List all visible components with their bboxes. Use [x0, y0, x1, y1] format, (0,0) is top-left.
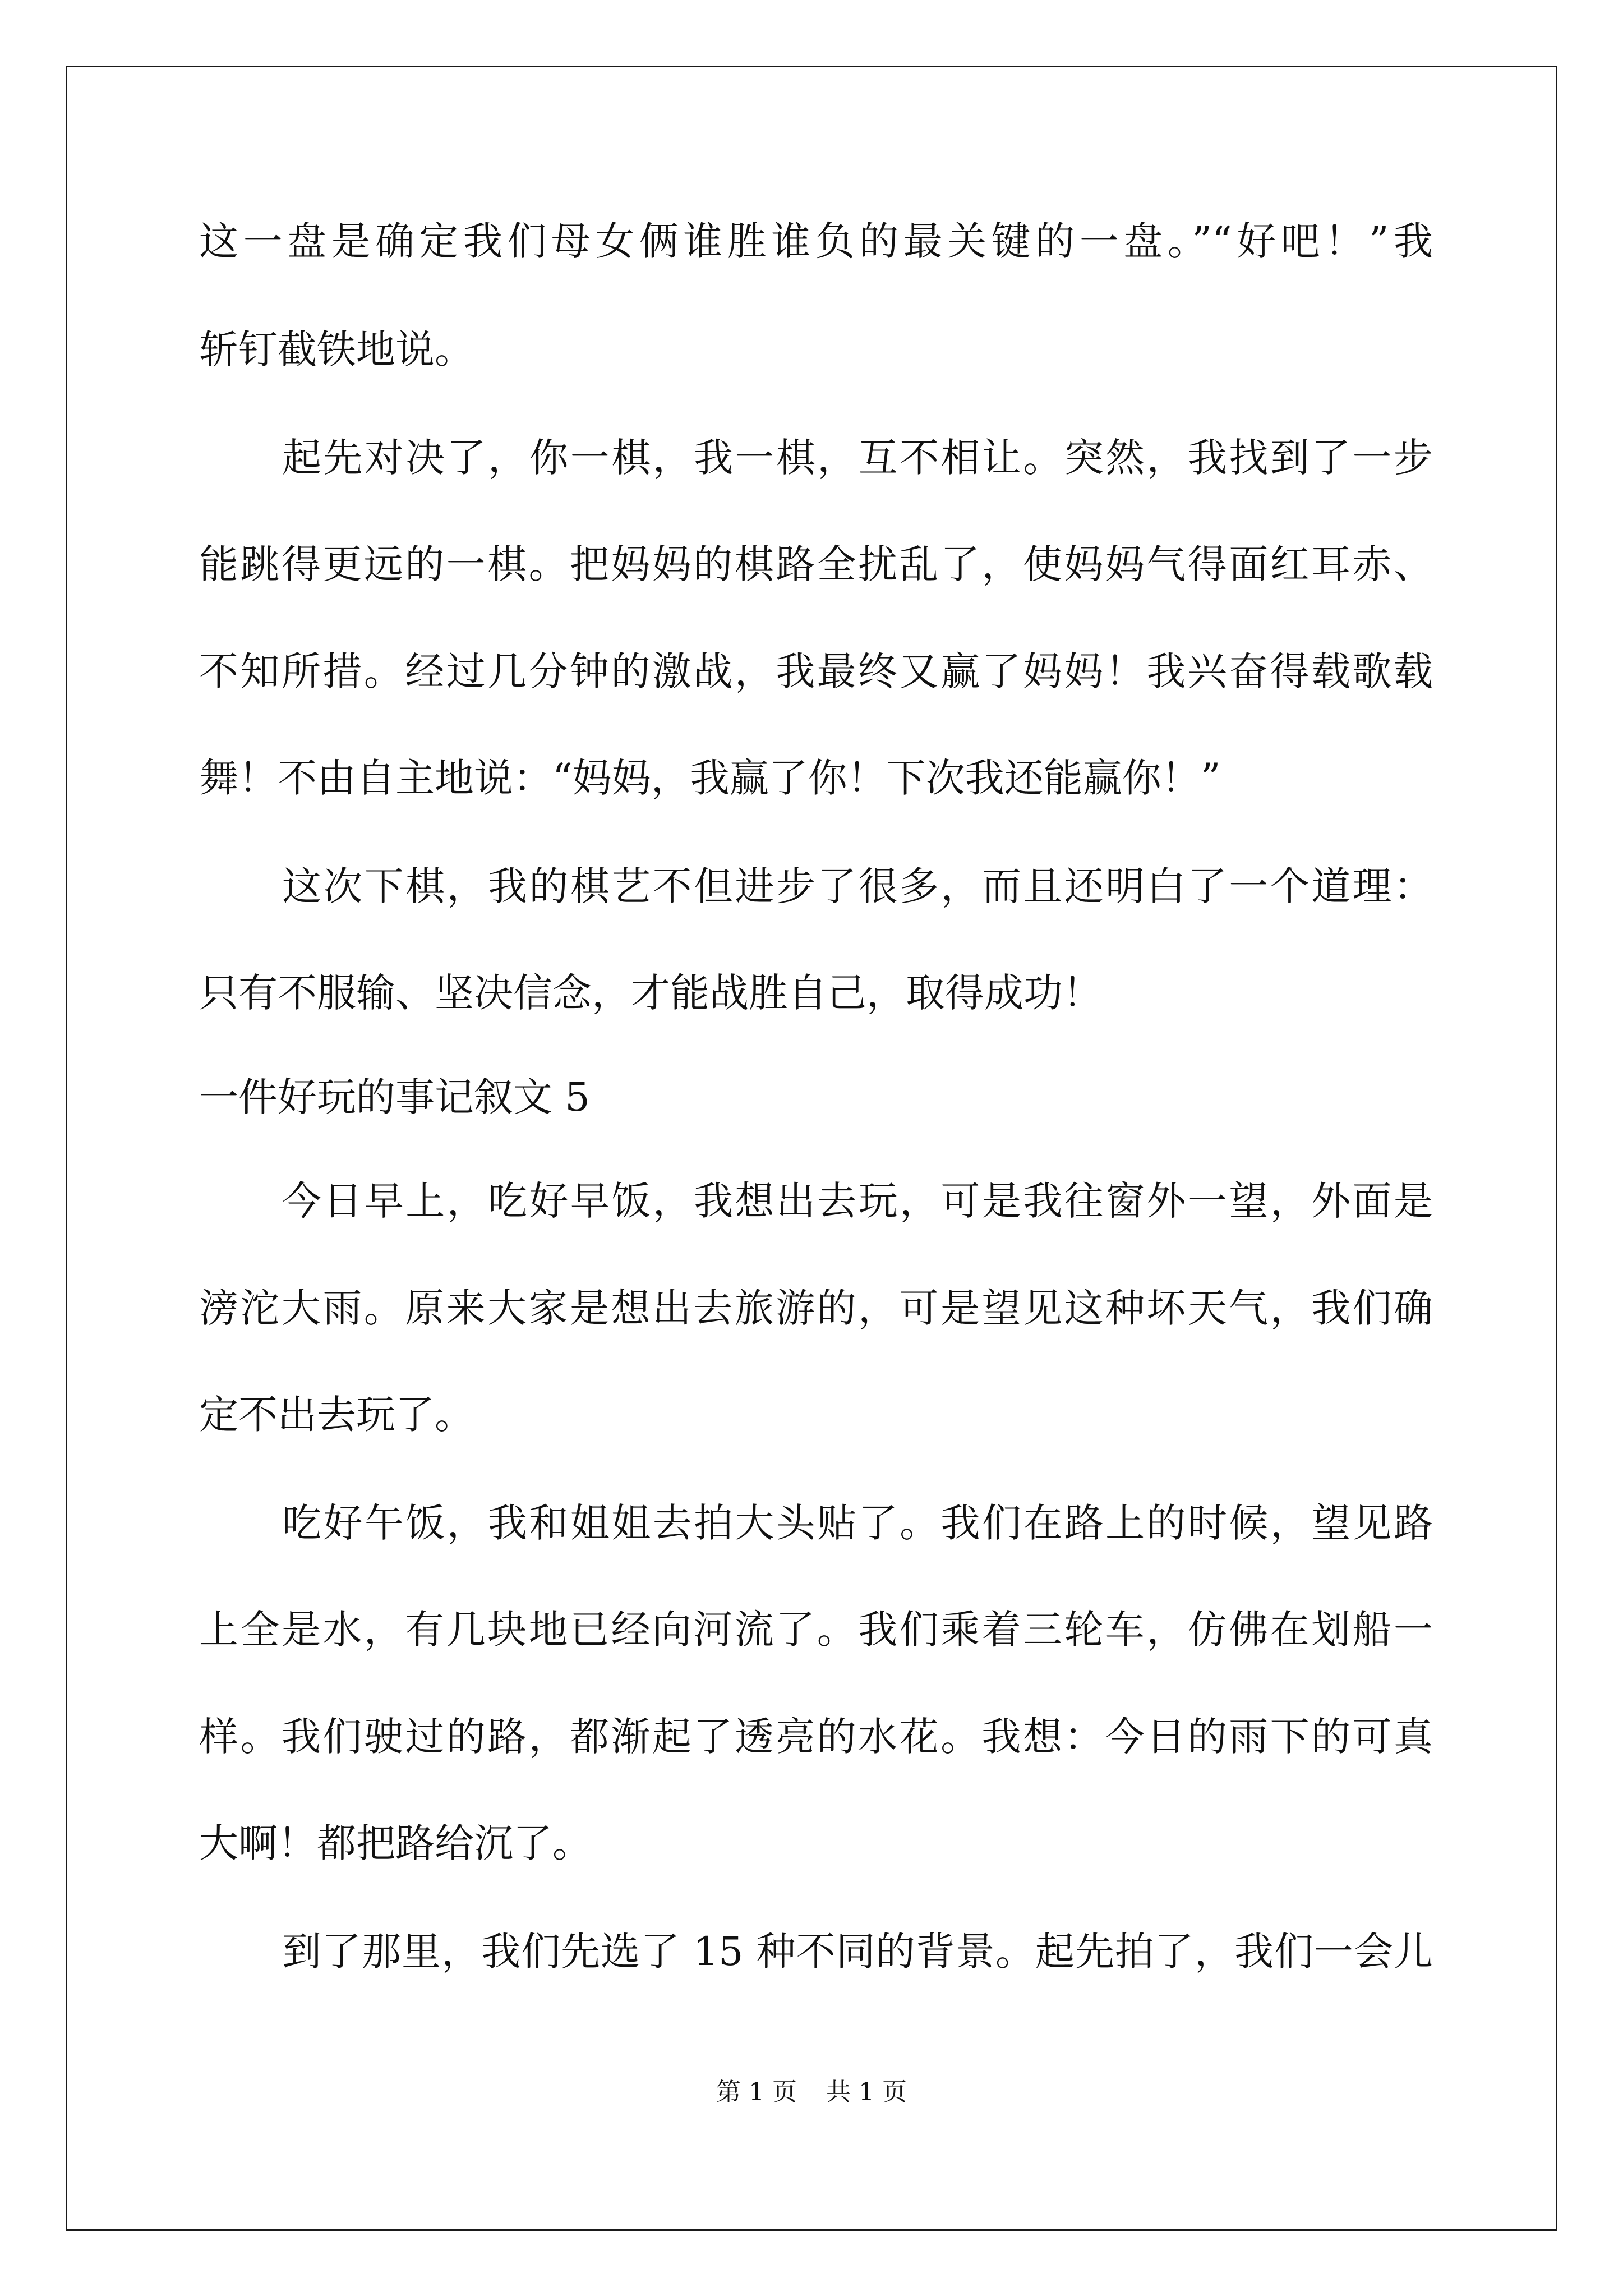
- text-line: 定不出去玩了。: [199, 1392, 474, 1438]
- text-line: 滂沱大雨。原来大家是想出去旅游的，可是望见这种坏天气，我们确: [199, 1285, 1433, 1331]
- text-line: 上全是水，有几块地已经向河流了。我们乘着三轮车，仿佛在划船一: [199, 1607, 1433, 1653]
- text-line: 这一盘是确定我们母女俩谁胜谁负的最关键的一盘。”“好吧！”我: [199, 218, 1433, 264]
- text-line: 大啊！都把路给沉了。: [199, 1820, 592, 1866]
- page-number: 第 1 页: [716, 2078, 797, 2106]
- text-line: 这次下棋，我的棋艺不但进步了很多，而且还明白了一个道理：: [282, 863, 1433, 909]
- text-line: 今日早上，吃好早饭，我想出去玩，可是我往窗外一望，外面是: [282, 1178, 1433, 1224]
- text-line: 样。我们驶过的路，都渐起了透亮的水花。我想：今日的雨下的可真: [199, 1714, 1433, 1760]
- text-line: 不知所措。经过几分钟的激战，我最终又赢了妈妈！我兴奋得载歌载: [199, 648, 1433, 694]
- page-total: 共 1 页: [826, 2078, 907, 2106]
- text-line: 斩钉截铁地说。: [199, 326, 474, 372]
- page-footer: [0, 2076, 1623, 2109]
- text-line: 到了那里，我们先选了 15 种不同的背景。起先拍了，我们一会儿: [282, 1929, 1433, 1975]
- section-heading: 一件好玩的事记叙文 5: [199, 1074, 590, 1120]
- text-line: 只有不服输、坚决信念，才能战胜自己，取得成功！: [199, 970, 1102, 1016]
- text-line: 舞！不由自主地说：“妈妈，我赢了你！下次我还能赢你！”: [199, 755, 1221, 801]
- text-line: 吃好午饭，我和姐姐去拍大头贴了。我们在路上的时候，望见路: [282, 1500, 1433, 1546]
- page-border: [66, 66, 1557, 2231]
- text-line: 能跳得更远的一棋。把妈妈的棋路全扰乱了，使妈妈气得面红耳赤、: [199, 541, 1433, 587]
- text-line: 起先对决了，你一棋，我一棋，互不相让。突然，我找到了一步: [282, 435, 1433, 481]
